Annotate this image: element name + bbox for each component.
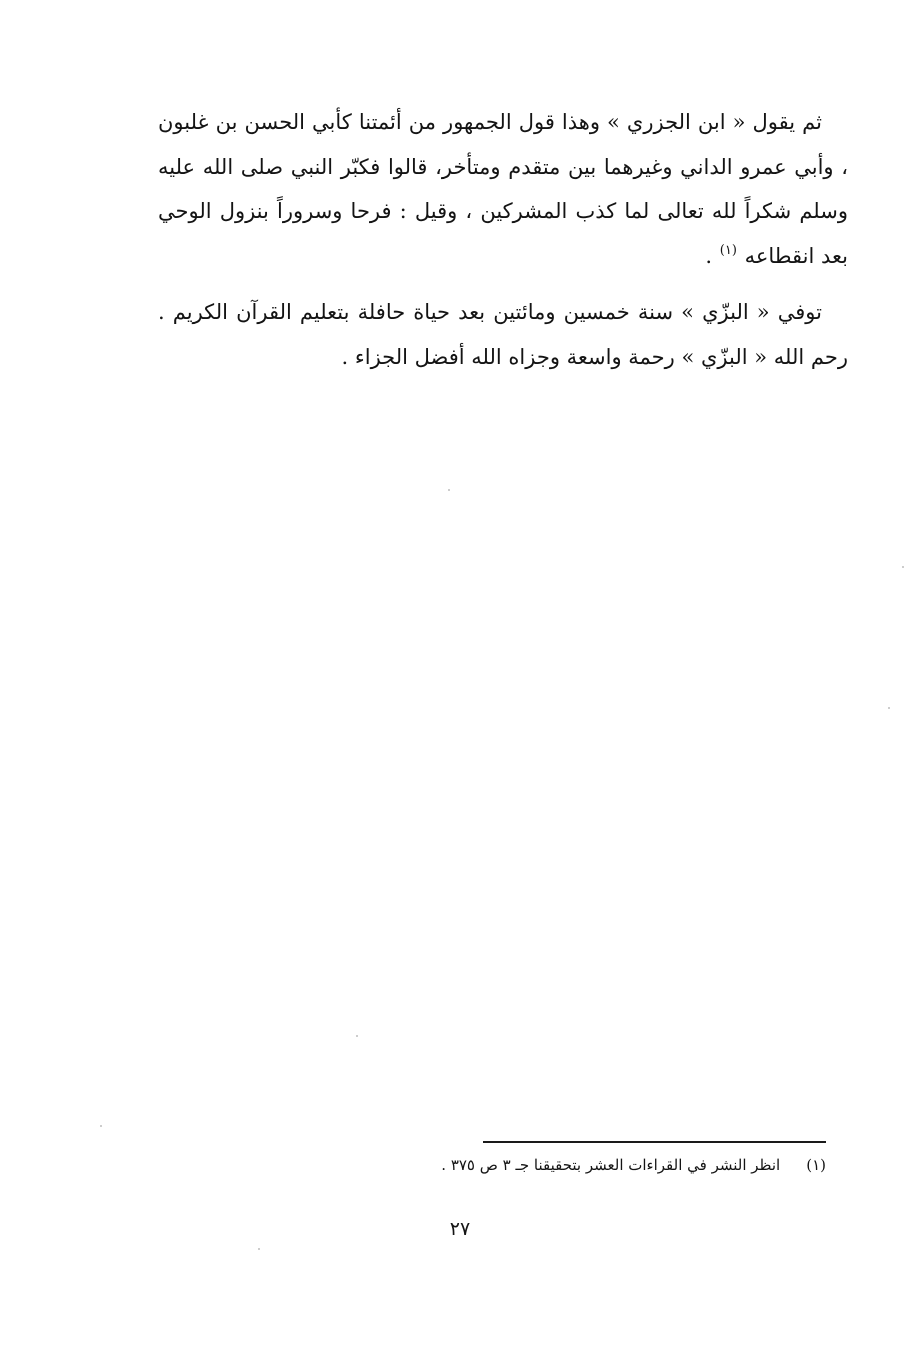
footnote-divider (483, 1141, 826, 1143)
paragraph-2: توفي « البزّي » سنة خمسين ومائتين بعد حياة حافلة بتعليم القرآن الكريم . رحم الله « البزّي » رحمة واسعة وجزاه الله أفضل الجزاء . (158, 300, 848, 369)
paragraph-1 (158, 100, 848, 278)
paragraph-1-end: . (705, 243, 719, 268)
footnote-number: (١) (806, 1156, 826, 1174)
scan-speck (888, 707, 890, 709)
footnote-text: انظر النشر في القراءات العشر بتحقيقنا جـ ٣ ص ٣٧٥ . (441, 1156, 781, 1174)
footnote-reference[interactable]: (١) (719, 242, 737, 258)
scan-speck (448, 489, 450, 491)
body-text (158, 100, 848, 379)
scan-speck (100, 1125, 102, 1127)
footnote (380, 1152, 826, 1178)
scan-speck (902, 566, 904, 568)
scan-speck (258, 1248, 260, 1250)
page-number: ٢٧ (449, 1218, 471, 1240)
paragraph-1-text: ثم يقول « ابن الجزري » وهذا قول الجمهور من أئمتنا كأبي الحسن بن غلبون ، وأبي عمرو الداني وغيرهما بين متقدم ومتأخر، قالوا فكبّر النبي صلى الله عليه وسلم شكراً لله تعالى لما كذب المشركين ، وقيل : فرحا وسروراً بنزول الوحي بعد انقطاعه (158, 110, 848, 268)
scan-speck (356, 1035, 358, 1037)
